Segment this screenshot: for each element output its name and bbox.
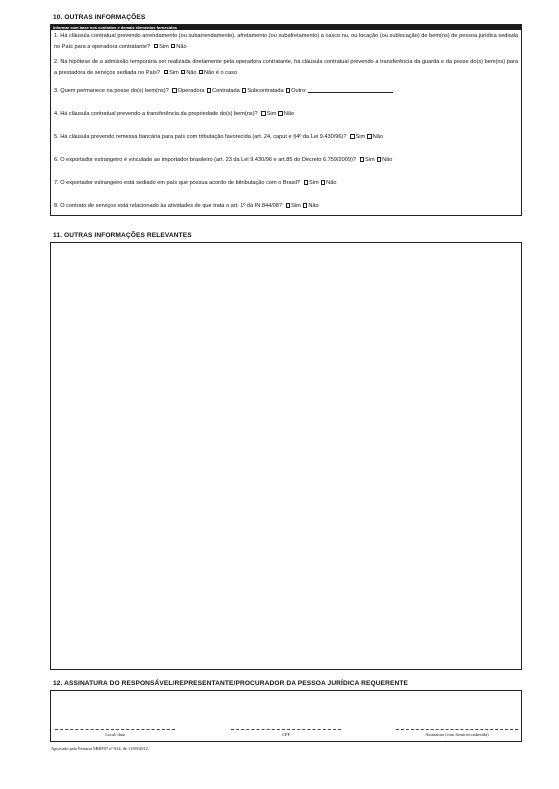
q4-sim-checkbox[interactable]: [261, 111, 266, 116]
section-12-signature-box: [50, 690, 522, 742]
q2-nao-checkbox[interactable]: [181, 70, 186, 75]
question-1: [54, 31, 518, 52]
question-2-text: 2. Na hipótese de a admissão temporária ser realizada diretamente pela operadora contratante, há cláusula contratual prevendo a transferência da guarda e da posse do(s) bem(ns) para a prestadora de serviços sediada no País?: [54, 59, 518, 76]
q8-sim-checkbox[interactable]: [286, 203, 291, 208]
section-12-title: 12. ASSINATURA DO RESPONSÁVEL/REPRESENTANTE/PROCURADOR DA PESSOA JURÍDICA REQUERENTE: [53, 680, 408, 687]
section-10-box: [50, 24, 522, 216]
q3-subcontratada-checkbox[interactable]: [242, 88, 247, 93]
question-3: [54, 86, 518, 97]
q3-operadora-label: Operadora: [177, 88, 205, 94]
cpf-label: CPF: [282, 732, 290, 737]
q6-sim-label: Sim: [365, 157, 375, 163]
q7-sim-label: Sim: [309, 180, 319, 186]
question-5-text: 5. Há cláusula prevendo remessa bancária para país com tributação favorecida (art. 24, caput e §4º da Lei 9.430/96)?: [54, 134, 347, 140]
q3-contratada-label: Contratada: [212, 88, 240, 94]
q4-nao-label: Não: [283, 111, 295, 117]
question-3-text: 3. Quem permanece na posse do(s) bem(ns)?: [54, 88, 169, 94]
footer-note: Aprovado pela Portaria SRRF07 nº 634, de 11/09/2012.: [51, 746, 149, 751]
assinatura-line[interactable]: [396, 729, 518, 730]
q7-sim-checkbox[interactable]: [304, 180, 309, 185]
q3-subcontratada-label: Subcontratada: [247, 88, 284, 94]
q3-operadora-checkbox[interactable]: [172, 88, 177, 93]
q1-nao-label: Não: [176, 43, 187, 50]
q3-outro-input[interactable]: [308, 87, 393, 93]
q3-outro-label: Outro:: [291, 88, 307, 94]
q2-sim-checkbox[interactable]: [164, 70, 169, 75]
q1-nao-checkbox[interactable]: [171, 44, 176, 49]
section-11-title: 11. OUTRAS INFORMAÇÕES RELEVANTES: [53, 232, 192, 239]
assinatura-label: Assinatura (com firma reconhecida): [425, 732, 489, 737]
cpf-line[interactable]: [231, 729, 341, 730]
q2-nao-e-o-caso-label: Não é o caso: [204, 69, 237, 76]
q5-sim-label: Sim: [355, 134, 366, 140]
question-7: [54, 178, 518, 189]
q8-nao-label: Não: [308, 203, 319, 209]
q8-sim-label: Sim: [291, 203, 301, 209]
question-7-text: 7. O exportador estrangeiro está sediado em país que possua acordo de bitributação com o Brasil?: [54, 180, 300, 186]
q5-nao-checkbox[interactable]: [367, 134, 372, 139]
q1-sim-label: Sim: [159, 43, 169, 50]
local-data-line[interactable]: [55, 729, 175, 730]
question-1-text: 1. Há cláusula contratual prevendo arrendamento (ou subarrendamento), afretamento (ou subafretamento) a casco nu, ou locação (ou sublocação) de bem(ns) de pessoa jurídica sediada no País para a operadora contratante?: [54, 33, 518, 50]
q5-nao-label: Não: [372, 134, 383, 140]
q2-nao-e-o-caso-checkbox[interactable]: [199, 70, 204, 75]
local-data-label: Local/ data: [105, 732, 125, 737]
q4-nao-checkbox[interactable]: [278, 111, 283, 116]
q5-sim-checkbox[interactable]: [350, 134, 355, 139]
question-5: [54, 132, 518, 143]
q8-nao-checkbox[interactable]: [303, 203, 308, 208]
q6-sim-checkbox[interactable]: [360, 157, 365, 162]
question-4-text: 4. Há cláusula contratual prevendo a transferência da propriedade do(s) bem(ns)?: [54, 111, 258, 117]
q2-nao-label: Não: [186, 69, 197, 76]
q3-outro-checkbox[interactable]: [286, 88, 291, 93]
q1-sim-checkbox[interactable]: [154, 44, 159, 49]
question-4: [54, 109, 518, 120]
q7-nao-checkbox[interactable]: [321, 180, 326, 185]
section-10-title: 10. OUTRAS INFORMAÇÕES: [53, 14, 146, 21]
section-11-textarea[interactable]: [50, 242, 522, 670]
question-2: [54, 57, 518, 78]
q6-nao-label: Não: [382, 157, 393, 163]
q4-sim-label: Sim: [266, 111, 277, 117]
section-10-header: Informar com base nos contratos e demais elementos fornecidos: [51, 25, 521, 30]
q3-contratada-checkbox[interactable]: [207, 88, 212, 93]
question-6-text: 6. O exportador estrangeiro é vinculado ao importador brasileiro (art. 23 da Lei 9.430/96 e art.85 do Decreto 6.759/2009)?: [54, 157, 356, 163]
q7-nao-label: Não: [326, 180, 337, 186]
question-8-text: 8. O contrato de serviços está relacionado às atividades de que trata o art. 1º da IN 844/08?: [54, 203, 283, 209]
question-6: [54, 155, 518, 166]
question-8: [54, 201, 518, 212]
q2-sim-label: Sim: [169, 69, 179, 76]
q6-nao-checkbox[interactable]: [377, 157, 382, 162]
